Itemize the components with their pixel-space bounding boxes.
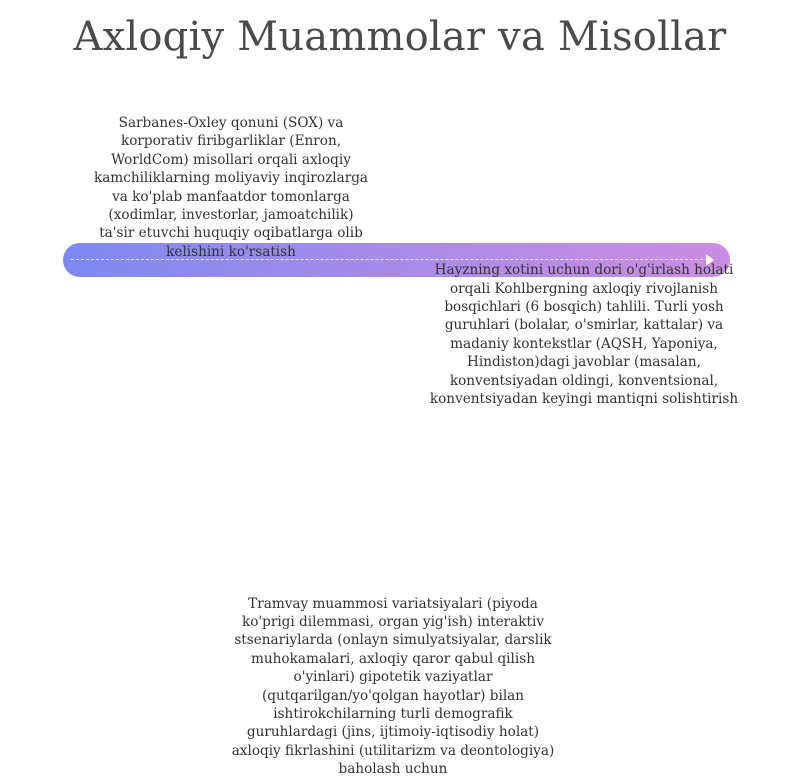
text-block-trolley-problem: Tramvay muammosi variatsiyalari (piyoda ko'prigi dilemmasi, organ yig'ish) interaktiv stsenariylarda (onlayn simulyatsiyalar, darslik muhokamalari, axloqiy qaror qabul qilish o'yinlari) gipotetik vaziyatlar (qutqarilgan/yo'qolgan hayotlar) bilan ishtirokchilarning turli demografik guruhlardagi (jins, ijtimoiy-iqtisodiy holat) axloqiy fikrlashini (utilitarizm va deontologiya) baholash uchun [231, 595, 555, 778]
text-block-sox: Sarbanes-Oxley qonuni (SOX) va korporativ firibgarliklar (Enron, WorldCom) misollari orqali axloqiy kamchiliklarning moliyaviy inqirozlarga va ko'plab manfaatdor tomonlarga (xodimlar, investorlar, jamoatchilik) ta'sir etuvchi huquqiy oqibatlarga olib kelishini ko'rsatish [93, 115, 369, 260]
slide-title: Axloqiy Muammolar va Misollar [73, 14, 727, 60]
bottom-fade-overlay [0, 431, 800, 449]
text-block-heinz-dilemma: Hayzning xotini uchun dori o'g'irlash holati orqali Kohlbergning axloqiy rivojlanish bosqichlari (6 bosqich) tahlili. Turli yosh guruhlari (bolalar, o'smirlar, kattalar) va madaniy kontekstlar (AQSH, Yaponiya, Hindiston)dagi javoblar (masalan, konventsiyadan oldingi, konventsional, konventsiyadan keyingi mantiqni solishtirish [429, 262, 739, 408]
